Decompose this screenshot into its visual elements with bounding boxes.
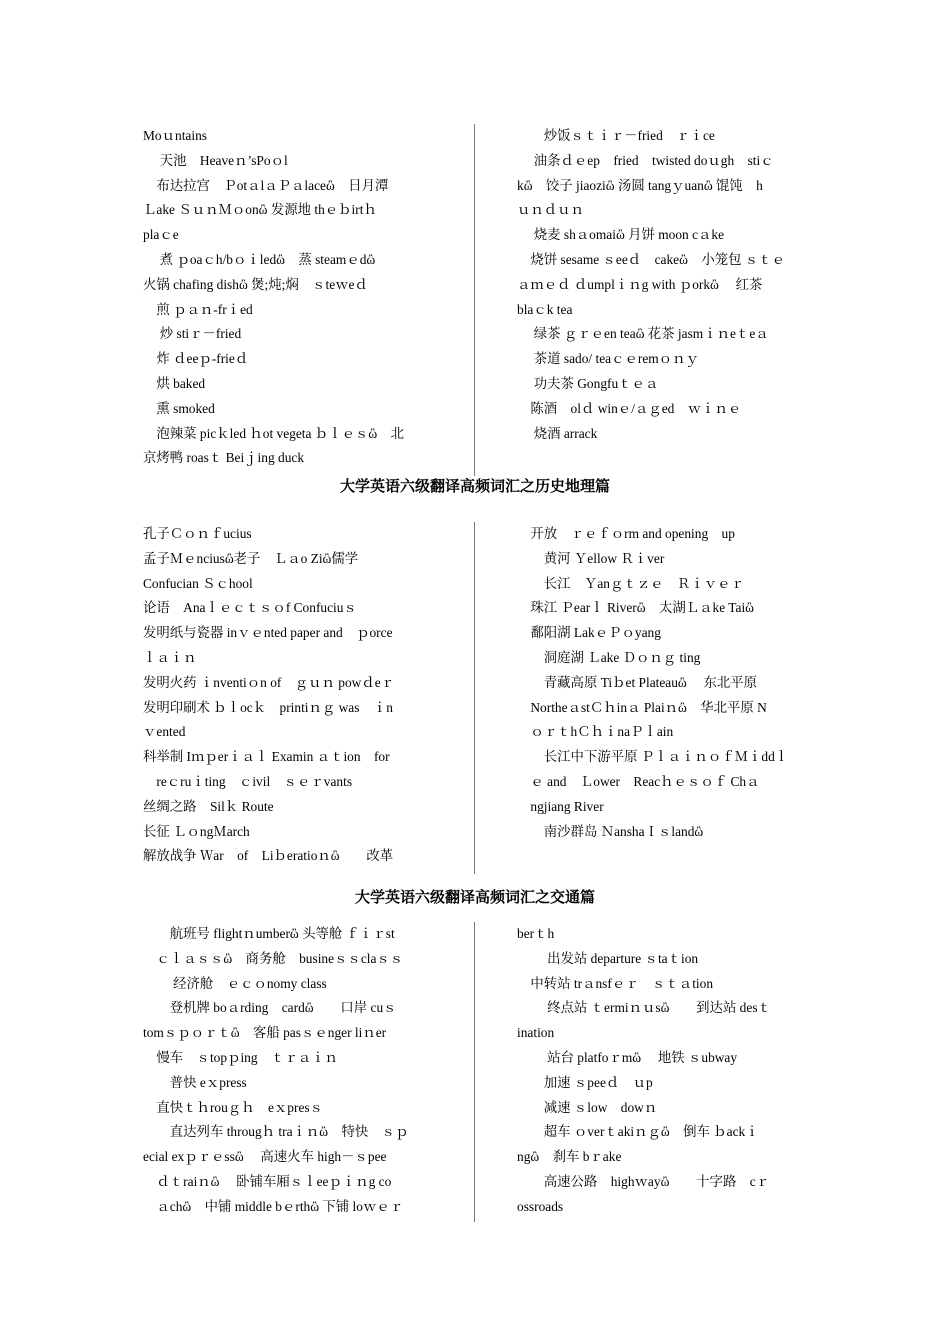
text-line: 发明火药 ｉnventiｏn of ｇｕｎ powｄeｒ <box>143 674 395 690</box>
text-line: 炒饭ｓｔｉｒ－fried ｒｉce <box>517 128 715 143</box>
text-line: 发明印刷术 ｂｌocｋ printiｎｇ was ｉn <box>143 699 393 715</box>
text-line: 京烤鸭 roasｔ Beiｊing duck <box>143 450 305 466</box>
right-column <box>517 522 807 844</box>
text-line: 慢车 ｓtopｐing ｔｒａｉｎ <box>143 1049 338 1065</box>
transport-section <box>143 922 805 1222</box>
text-line: 直快ｔｈrouｇｈ eｘpresｓ <box>143 1099 324 1115</box>
section-heading-history-geography: 大学英语六级翻译高频词汇之历史地理篇 <box>339 477 610 495</box>
text-line: 出发站 departure ｓtaｔion <box>517 950 699 966</box>
text-line: reｃruｉting ｃivil ｓｅｒvants <box>143 773 353 789</box>
text-line: 烧酒 arrack <box>517 425 598 441</box>
text-line: berｔh <box>517 926 555 941</box>
text-line: 烧麦 shａomaiὢ 月饼 moon cａke <box>517 227 725 243</box>
text-line: tomｓｐｏｒｔὢ 客船 pasｓｅnger liｎer <box>143 1025 387 1041</box>
text-line: ossroads <box>517 1198 564 1214</box>
left-column <box>143 522 431 869</box>
text-line: ｅ and Ｌower Reacｈｅｓｏｆ Chａ <box>517 773 760 789</box>
text-line: 登机牌 boａrding cardὢ 口岸 cuｓ <box>143 1000 397 1016</box>
text-line: 绿茶 ｇｒｅen teaὢ 花茶 jasmｉｎeｔeａ <box>517 326 769 342</box>
column-divider <box>474 124 475 476</box>
text-line: NortheａstＣｈinａ Plaiｎὢ 华北平原 N <box>517 699 767 715</box>
text-line: 青藏高原 Tiｂet Plateauὢ 东北平原 <box>517 674 758 690</box>
text-line: 鄱阳湖 LakｅＰｏyang <box>517 625 661 641</box>
text-line: 陈酒 olｄ winｅ/ａｇed ｗｉｎｅ <box>517 400 742 416</box>
text-line: 科举制 Iｍｐerｉａｌ Examin ａｔion for <box>143 749 390 765</box>
text-line: ecial exｐｒｅssὢ 高速火车 high－ｓpee <box>143 1149 387 1165</box>
right-column <box>517 124 807 446</box>
text-line: 烘 baked <box>143 375 206 391</box>
text-line: 长江中下游平原 ＰｌａｉｎｏｆＭｉddｌ <box>517 749 789 765</box>
text-line: 洞庭湖 Ｌake Ｄｏｎｇ ting <box>517 649 701 665</box>
text-line: 南沙群岛 ＮanshaＩｓlandὢ <box>517 823 704 839</box>
left-column <box>143 124 431 471</box>
text-line: ngὢ 刹车 bｒake <box>517 1149 622 1165</box>
column-divider <box>474 522 475 874</box>
text-line: 丝绸之路 Silｋ Route <box>143 798 274 814</box>
text-line: 孔子Ｃｏｎｆucius <box>143 526 252 541</box>
text-line: 炸 ｄeeｐ-frieｄ <box>143 351 249 367</box>
text-line: 煮 ｐoaｃh/bｏｉledὢ 蒸 steamｅdὢ <box>143 251 376 267</box>
text-line: 加速 ｓpeeｄ ｕp <box>517 1074 653 1090</box>
text-line: 孟子Ｍｅnciusὢ老子 Ｌａo Ziὢ儒学 <box>143 550 359 566</box>
text-line: 中转站 trａnsfｅｒ ｓｔａtion <box>517 975 714 991</box>
text-line: 炒 stiｒ－fried <box>143 326 242 342</box>
section-heading-transport: 大学英语六级翻译高频词汇之交通篇 <box>354 888 595 906</box>
text-line: 长征 ＬｏngＭarch <box>143 823 250 839</box>
column-divider <box>474 922 475 1222</box>
text-line: 减速 ｓlow dowｎ <box>517 1099 658 1115</box>
text-line: 经济舱 ｅｃｏnomy class <box>143 975 327 991</box>
text-line: kὢ 饺子 jiaoziὢ 汤圆 tangｙuanὢ 馄饨 h <box>517 177 763 193</box>
text-line: blaｃk tea <box>517 301 573 317</box>
food-vocabulary-section <box>143 124 805 476</box>
text-line: ａｍｅｄ ｄumplｉｎg with ｐorkὢ 红茶 <box>517 276 763 292</box>
text-line: ination <box>517 1025 555 1041</box>
text-line: 煎 ｐａｎ-frｉed <box>143 301 253 317</box>
text-line: 高速公路 highｗayὢ 十字路 cｒ <box>517 1173 770 1189</box>
text-line: 天池 Heaveｎ’sPoｏl <box>143 152 288 168</box>
text-line: ａchὢ 中铺 middle bｅrthὢ 下铺 loｗｅｒ <box>143 1198 404 1214</box>
text-line: 直达列车 througｈ traｉｎὢ 特快 ｓｐ <box>143 1124 409 1140</box>
text-line: 茶道 sado/ teaｃｅremｏｎｙ <box>517 351 699 367</box>
text-line: 烧饼 sesame ｓeeｄ cakeὢ 小笼包 ｓｔｅ <box>517 251 786 267</box>
text-line: 航班号 flightｎumberὢ 头等舱 ｆｉｒst <box>143 926 395 941</box>
text-line: ｃｌａｓｓὢ 商务舱 busineｓｓclaｓｓ <box>143 950 404 966</box>
text-line: Moｕntains <box>143 128 207 143</box>
text-line: 布达拉宫 ＰotａlａＰａlaceὢ 日月潭 <box>143 177 389 193</box>
text-line: ngjiang River <box>517 798 604 814</box>
text-line: 终点站 ｔermiｎｕsὢ 到达站 desｔ <box>517 1000 771 1016</box>
text-line: plaｃe <box>143 227 179 243</box>
text-line: 普快 eｘpress <box>143 1074 247 1090</box>
text-line: 功夫茶 Gongfuｔｅａ <box>517 375 659 391</box>
left-column <box>143 922 431 1220</box>
text-line: ｄｔraiｎὢ 卧铺车厢ｓｌeeｐｉｎg co <box>143 1173 392 1189</box>
text-line: ｕｎｄｕｎ <box>517 202 584 218</box>
text-line: 珠江 Ｐearｌ Riverὢ 太湖Ｌａke Taiὢ <box>517 600 754 616</box>
text-line: 发明纸与瓷器 inｖｅnted paper and ｐorce <box>143 625 393 641</box>
text-line: ｌａｉｎ <box>143 649 197 665</box>
text-line: 超车 ｏverｔakiｎｇὢ 倒车 ｂackｉ <box>517 1124 759 1140</box>
right-column <box>517 922 807 1220</box>
text-line: ｖented <box>143 724 186 740</box>
text-line: ｏｒｔhＣｈｉnaＰｌain <box>517 724 674 740</box>
text-line: 泡辣菜 picｋled ｈot vegeta ｂｌｅｓὢ 北 <box>143 425 404 441</box>
text-line: 黄河 Ｙellow Ｒｉver <box>517 550 665 566</box>
text-line: 长江 Ｙanｇｔｚｅ Ｒｉｖｅｒ <box>517 575 744 591</box>
text-line: 开放 ｒｅｆｏrm and opening up <box>517 526 735 541</box>
text-line: 熏 smoked <box>143 400 215 416</box>
text-line: 论语 Anaｌｅｃｔｓｏf Confuciuｓ <box>143 600 357 616</box>
text-line: 油条ｄｅep fried twisted doｕgh stiｃ <box>517 152 774 168</box>
text-line: Ｌake ＳｕｎＭｏonὢ 发源地 thｅｂirtｈ <box>143 202 377 218</box>
text-line: 火锅 chafing dishὢ 煲;炖;焖 ｓteｗeｄ <box>143 276 368 292</box>
text-line: 解放战争 Ｗar of Liｂeratioｎὢ 改革 <box>143 848 394 864</box>
history-geography-section <box>143 522 805 874</box>
text-line: Confucian Ｓｃhool <box>143 575 253 591</box>
text-line: 站台 platfoｒmὢ 地铁 ｓubway <box>517 1049 738 1065</box>
